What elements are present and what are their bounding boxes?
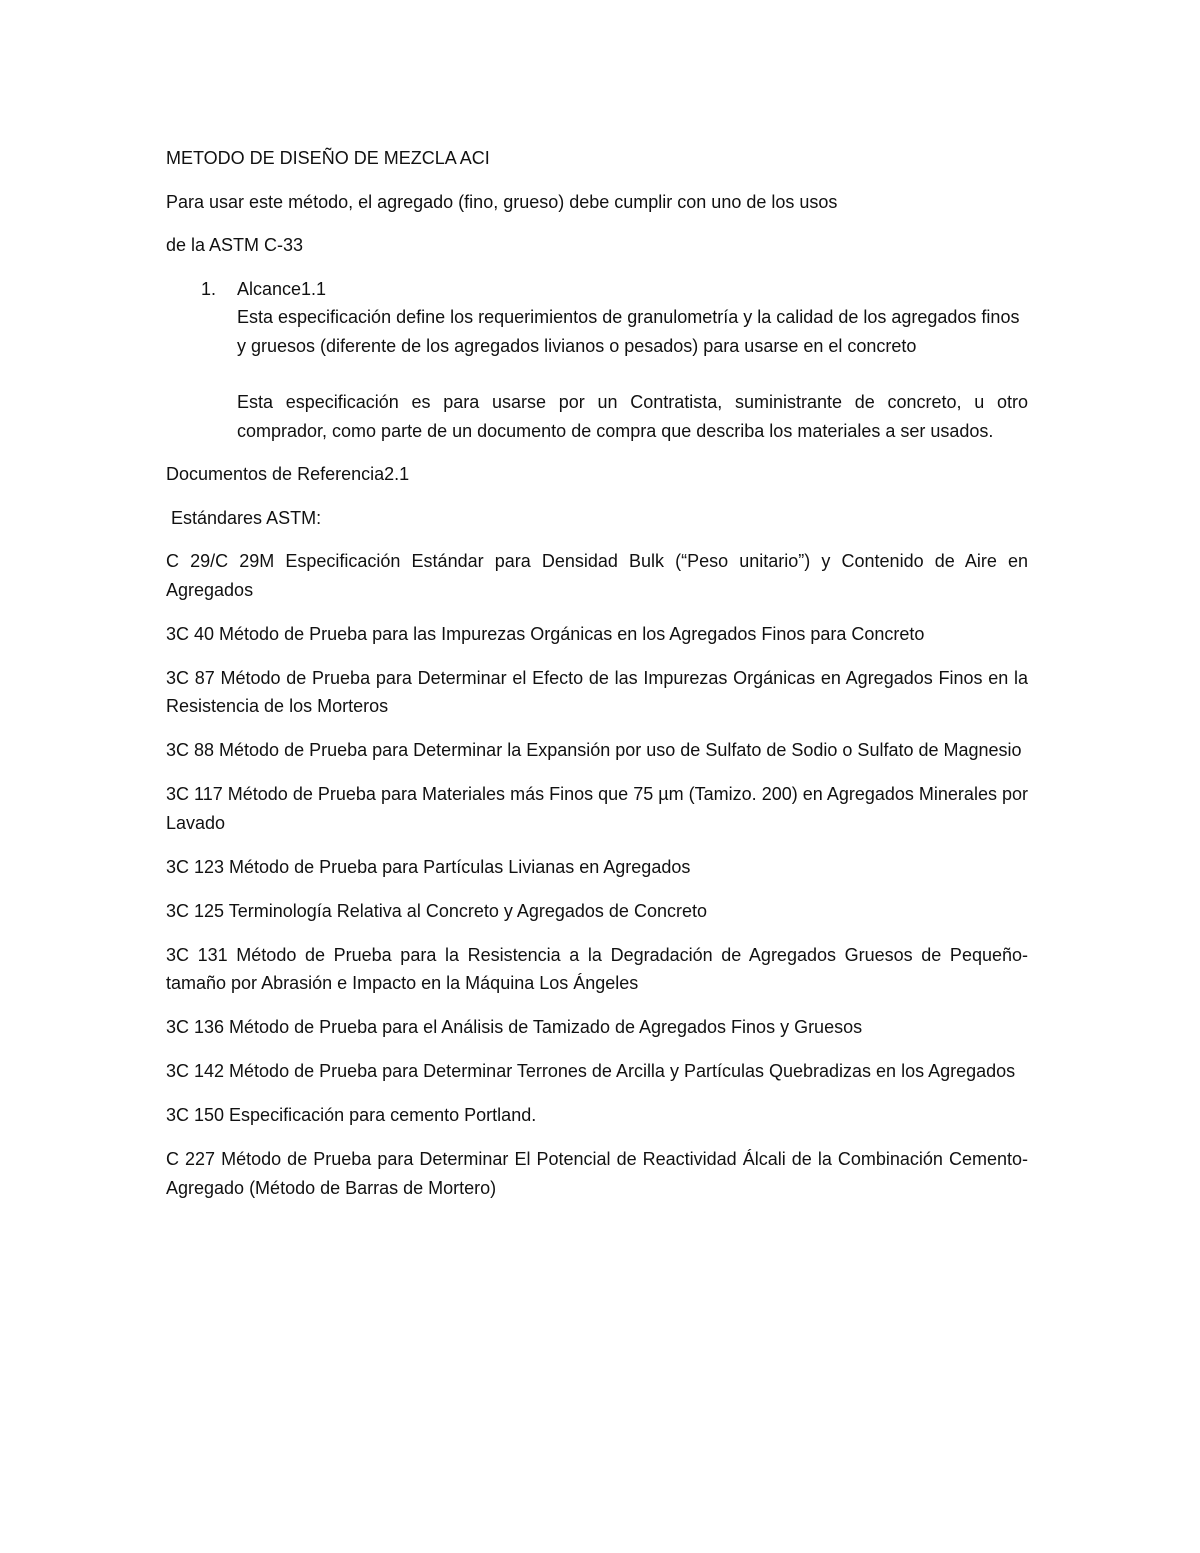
reference-item: 3C 87 Método de Prueba para Determinar el Efecto de las Impurezas Orgánicas en Agregados Finos en la Resistencia de los Morteros xyxy=(166,667,1028,716)
reference-item: 3C 123 Método de Prueba para Partículas Livianas en Agregados xyxy=(166,856,691,877)
scope-paragraph: Esta especificación define los requerimientos de granulometría y la calidad de los agregados finos y gruesos (diferente de los agregados livianos o pesados) para usarse en el concreto xyxy=(237,307,1020,356)
list-heading: Alcance1.1 xyxy=(237,278,327,299)
references-list xyxy=(166,547,1028,1202)
reference-item: 3C 125 Terminología Relativa al Concreto y Agregados de Concreto xyxy=(166,900,707,921)
document-title: METODO DE DISEÑO DE MEZCLA ACI xyxy=(166,148,490,168)
reference-item: C 227 Método de Prueba para Determinar El Potencial de Reactividad Álcali de la Combinación Cemento-Agregado (Método de Barras de Mortero) xyxy=(166,1149,1028,1198)
list-item-alcance xyxy=(166,275,1028,446)
reference-item: 3C 136 Método de Prueba para el Análisis de Tamizado de Agregados Finos y Gruesos xyxy=(166,1017,863,1037)
usage-paragraph: Esta especificación es para usarse por un Contratista, suministrante de concreto, u otro comprador, como parte de un documento de compra que describa los materiales a ser usados. xyxy=(237,392,1028,441)
intro-line-1: Para usar este método, el agregado (fino, grueso) debe cumplir con uno de los usos xyxy=(166,191,838,212)
numbered-list xyxy=(166,275,1028,446)
references-heading: Documentos de Referencia2.1 xyxy=(166,464,410,484)
reference-item: 3C 40 Método de Prueba para las Impurezas Orgánicas en los Agregados Finos para Concreto xyxy=(166,623,925,644)
reference-item: 3C 88 Método de Prueba para Determinar la Expansión por uso de Sulfato de Sodio o Sulfato de Magnesio xyxy=(166,740,1022,760)
intro-line-2: de la ASTM C-33 xyxy=(166,235,304,255)
standards-heading: Estándares ASTM: xyxy=(171,507,322,528)
reference-item: 3C 150 Especificación para cemento Portland. xyxy=(166,1105,537,1125)
list-number: 1. xyxy=(201,278,217,299)
reference-item: C 29/C 29M Especificación Estándar para Densidad Bulk (“Peso unitario”) y Contenido de Aire en Agregados xyxy=(166,551,1028,600)
document-body xyxy=(166,144,1028,1218)
reference-item: 3C 117 Método de Prueba para Materiales más Finos que 75 µm (Tamizo. 200) en Agregados Minerales por Lavado xyxy=(166,784,1028,833)
reference-item: 3C 131 Método de Prueba para la Resistencia a la Degradación de Agregados Gruesos de Pequeño-tamaño por Abrasión e Impacto en la Máquina Los Ángeles xyxy=(166,944,1028,993)
reference-item: 3C 142 Método de Prueba para Determinar Terrones de Arcilla y Partículas Quebradizas en los Agregados xyxy=(166,1061,1016,1081)
